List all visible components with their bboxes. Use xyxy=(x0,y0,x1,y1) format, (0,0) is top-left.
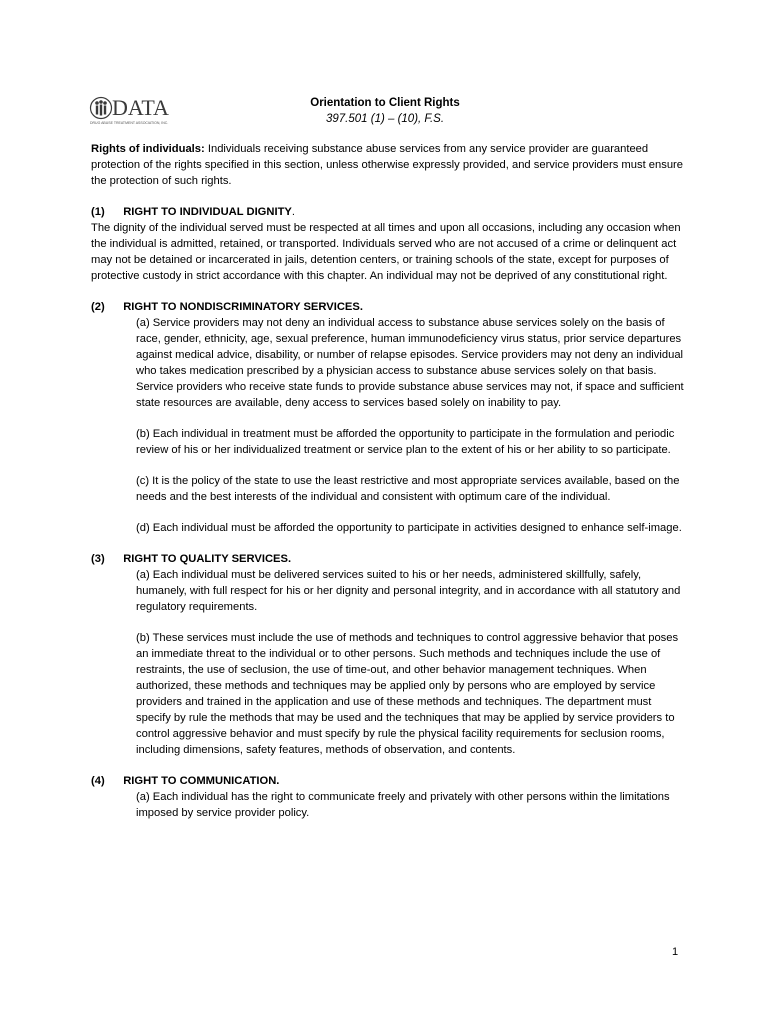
section-1-heading xyxy=(91,204,686,220)
intro-label: Rights of individuals: xyxy=(91,143,205,155)
section-title: RIGHT TO INDIVIDUAL DIGNITY xyxy=(123,206,292,218)
section-number: (4) xyxy=(91,775,105,787)
section-number: (2) xyxy=(91,301,105,313)
page-number: 1 xyxy=(672,946,679,958)
section-2-item-c: (c) It is the policy of the state to use the least restrictive and most appropriate services available, based on the needs and the best interests of the individual and consistent with optimum care of the individual. xyxy=(136,475,680,503)
section-title: RIGHT TO COMMUNICATION. xyxy=(123,775,280,787)
section-2-item-a: (a) Service providers may not deny an individual access to substance abuse services solely on the basis of race, gender, ethnicity, age, sexual preference, human immunodeficiency virus status, prior service departures against medical advice, disability, or number of relapse episodes. Service providers may not deny an individual who takes medication prescribed by a physician access to substance abuse services solely on that basis. Service providers who receive state funds to provide substance abuse services may not, if space and sufficient state resources are available, deny access to services based solely on inability to pay. xyxy=(136,317,684,409)
section-3-heading xyxy=(91,551,686,567)
section-3-item-b: (b) These services must include the use of methods and techniques to control aggressive behavior that poses an immediate threat to the individual or to other persons. Such methods and techniques include the use of restraints, the use of seclusion, the use of time-out, and other behavior management techniques. When authorized, these methods and techniques may be applied only by persons who are employed by service providers and trained in the application and use of these methods and techniques. The department must specify by rule the methods that may be used and the techniques that may be applied by service providers to control aggressive behavior and must specify by rule the physical facility requirements for seclusion rooms, including dimensions, safety features, methods of observation, and contents. xyxy=(136,632,679,756)
intro-paragraph xyxy=(91,141,686,189)
data-logo xyxy=(90,95,169,130)
section-3-item-a: (a) Each individual must be delivered services suited to his or her needs, administered skillfully, safely, humanely, with full respect for his or her dignity and personal integrity, and in accordance with all statutory and regulatory requirements. xyxy=(136,569,681,613)
section-title: RIGHT TO QUALITY SERVICES. xyxy=(123,553,292,565)
section-2-heading xyxy=(91,299,686,315)
page-subtitle: 397.501 (1) – (10), F.S. xyxy=(325,113,445,125)
header xyxy=(270,95,500,127)
logo-wordmark: DATA xyxy=(112,95,169,120)
intro-text: Individuals receiving substance abuse services from any service provider are guaranteed protection of the rights specified in this section, unless otherwise expressly provided, and service providers must ensure the protection of such rights. xyxy=(91,143,683,187)
section-2-item-d: (d) Each individual must be afforded the opportunity to participate in activities designed to enhance self-image. xyxy=(136,522,682,534)
section-4-item-a: (a) Each individual has the right to communicate freely and privately with other persons within the limitations imposed by service provider policy. xyxy=(136,791,670,819)
section-number: (3) xyxy=(91,553,105,565)
logo-tagline: DRUG ABUSE TREATMENT ASSOCIATION, INC. xyxy=(90,121,169,125)
section-2-item-b: (b) Each individual in treatment must be afforded the opportunity to participate in the formulation and periodic review of his or her individualized treatment or service plan to the extent of his or her ability to so participate. xyxy=(136,428,675,456)
section-number: (1) xyxy=(91,206,105,218)
page-title: Orientation to Client Rights xyxy=(310,97,460,109)
section-title-suffix: . xyxy=(291,206,295,218)
section-title: RIGHT TO NONDISCRIMINATORY SERVICES. xyxy=(123,301,363,313)
people-emblem-icon xyxy=(90,96,112,120)
section-4-heading xyxy=(91,773,686,789)
document-body xyxy=(91,141,686,821)
section-1-body: The dignity of the individual served must be respected at all times and upon all occasions, including any occasion when the individual is admitted, retained, or transported. Individuals served who are not accused of a crime or delinquent act may not be detained or incarcerated in jails, detention centers, or training schools of the state, except for purposes of protective custody in strict accordance with this chapter. An individual may not be deprived of any constitutional right. xyxy=(91,222,681,282)
